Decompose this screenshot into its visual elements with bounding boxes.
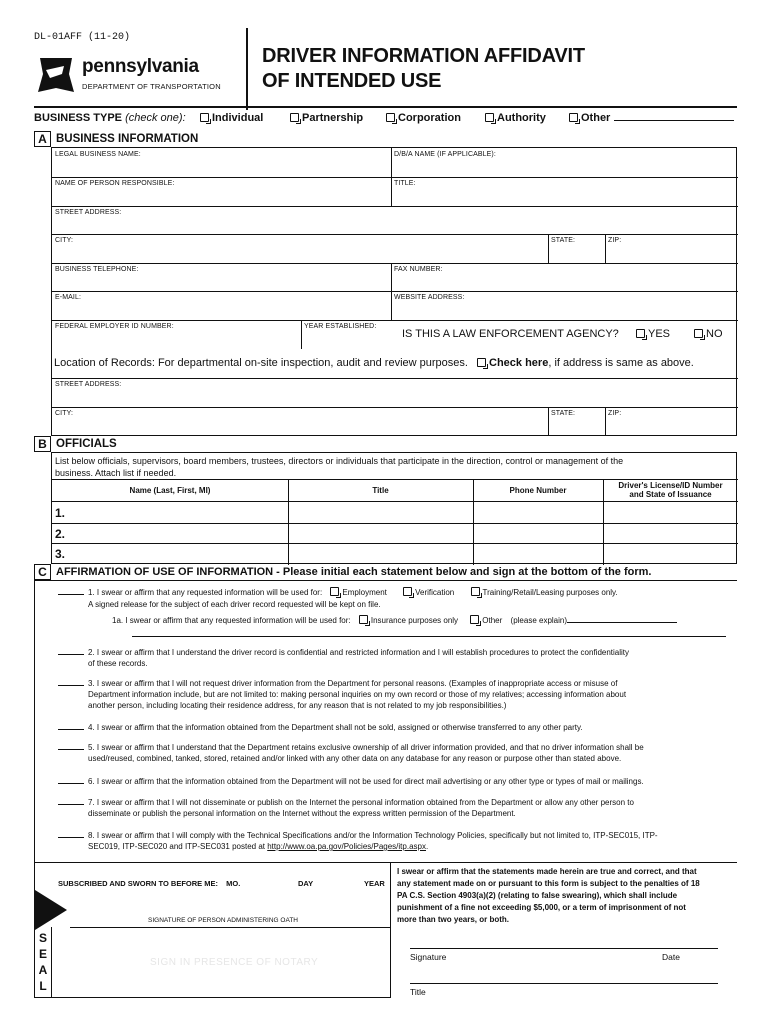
- statement-3-b: Department information include, but are not limited to: making personal inquiries on my own record or those of my relatives; accessing information about: [88, 690, 627, 699]
- form-title: [262, 44, 585, 94]
- initial-2-field[interactable]: [58, 654, 84, 655]
- statement-6: 6. I swear or affirm that the information obtained from the Department will not be used for direct mail advertising or any other type or types of mail or mailings.: [58, 776, 644, 788]
- keystone-logo-icon: [36, 54, 76, 94]
- officials-description: List below officials, supervisors, board members, trustees, directors or individuals that participate in the direction, control or management of the business. Attach list if needed.: [55, 456, 624, 478]
- notary-arrow-icon: [35, 890, 67, 930]
- ein-field[interactable]: FEDERAL EMPLOYER ID NUMBER:: [55, 323, 174, 330]
- statement-1: 1. I swear or affirm that any requested information will be used for: Employment Verification Training/Retail/Leasing purposes only.: [58, 587, 618, 599]
- checkbox-icon: [470, 615, 479, 624]
- legal-business-name-field[interactable]: LEGAL BUSINESS NAME:: [55, 151, 141, 158]
- official-row-3[interactable]: 3.: [55, 547, 66, 561]
- use-verification[interactable]: Verification: [403, 588, 454, 597]
- business-type-partnership[interactable]: Partnership: [290, 112, 363, 124]
- header-rule: [34, 106, 737, 108]
- pennsylvania-logo: [36, 52, 236, 98]
- col-name-header: Name (Last, First, MI): [129, 486, 211, 495]
- dba-name-field[interactable]: D/B/A NAME (IF APPLICABLE):: [394, 151, 496, 158]
- statement-3-c: another person, including locating their residence address, for any reason that is not related to my job responsibilities.): [88, 701, 507, 710]
- section-a-letter: A: [34, 131, 51, 147]
- use-other[interactable]: Other: [470, 616, 502, 625]
- records-zip-field[interactable]: ZIP:: [608, 410, 622, 417]
- checkbox-icon: [636, 329, 645, 338]
- statement-8: 8. I swear or affirm that I will comply with the Technical Specifications and/or the Information Technology Policies, specifically but not limited to, ITP-SEC015, ITP-: [58, 830, 658, 842]
- title-field[interactable]: TITLE:: [394, 180, 416, 187]
- zip-field[interactable]: ZIP:: [608, 237, 622, 244]
- fax-number-field[interactable]: FAX NUMBER:: [394, 266, 443, 273]
- initial-1-field[interactable]: [58, 594, 84, 595]
- statement-2: 2. I swear or affirm that I understand the driver record is confidential and restricted information and I will establish procedures to protect the confidentiality: [58, 647, 629, 659]
- seal-label: S E A L: [38, 931, 48, 993]
- person-responsible-field[interactable]: NAME OF PERSON RESPONSIBLE:: [55, 180, 175, 187]
- title-line-2: OF INTENDED USE: [262, 70, 442, 92]
- section-a-title: BUSINESS INFORMATION: [56, 133, 199, 145]
- statement-4: 4. I swear or affirm that the information obtained from the Department shall not be sold, assigned or otherwise transferred to any other party.: [58, 722, 583, 734]
- initial-8-field[interactable]: [58, 837, 84, 838]
- date-label: Date: [662, 952, 680, 962]
- section-b-title: OFFICIALS: [56, 438, 117, 450]
- title-line-1: DRIVER INFORMATION AFFIDAVIT: [262, 45, 585, 67]
- statement-3: 3. I swear or affirm that I will not request driver information from the Department for personal reasons. (Examples of inappropriate access or misuse of: [58, 678, 617, 690]
- initial-4-field[interactable]: [58, 729, 84, 730]
- checkbox-icon: [471, 587, 480, 596]
- logo-subtitle: DEPARTMENT OF TRANSPORTATION: [82, 82, 221, 91]
- use-employment[interactable]: Employment: [330, 588, 386, 597]
- location-of-records: Location of Records: For departmental on-site inspection, audit and review purposes. Check here, if address is same as above.: [54, 357, 694, 369]
- business-telephone-field[interactable]: BUSINESS TELEPHONE:: [55, 266, 139, 273]
- checkbox-icon: [694, 329, 703, 338]
- records-city-field[interactable]: CITY:: [55, 410, 74, 417]
- col-license-header: Driver's License/ID Number and State of Issuance: [618, 481, 723, 499]
- initial-3-field[interactable]: [58, 685, 84, 686]
- checkbox-icon: [477, 358, 486, 367]
- logo-name: pennsylvania: [82, 56, 199, 77]
- business-type-other[interactable]: Other: [569, 112, 734, 124]
- penalty-statement: I swear or affirm that the statements made herein are true and correct, and that any statement made on or pursuant to this form is subject to the penalties of 18 PA C.S. Section 4903(a)(2) (relating to false swearing), which shall include punishment of a fine not exceeding $5,000, or a term of imprisonment of not more than two years, or both.: [397, 867, 700, 924]
- statement-7: 7. I swear or affirm that I will not disseminate or publish on the Internet the personal information obtained from the Department or allow any other person to: [58, 797, 634, 809]
- street-address-field[interactable]: STREET ADDRESS:: [55, 209, 122, 216]
- col-title-header: Title: [372, 486, 389, 495]
- checkbox-icon: [330, 587, 339, 596]
- records-street-field[interactable]: STREET ADDRESS:: [55, 381, 122, 388]
- section-a-box: [51, 147, 737, 436]
- itp-policy-link[interactable]: http://www.oa.pa.gov/Policies/Pages/itp.aspx: [267, 842, 426, 851]
- form-code: DL-01AFF (11-20): [34, 32, 131, 43]
- signature-line[interactable]: [410, 948, 718, 949]
- section-c-title: AFFIRMATION OF USE OF INFORMATION - Please initial each statement below and sign at the bottom of the form.: [56, 566, 652, 578]
- city-field[interactable]: CITY:: [55, 237, 74, 244]
- section-b-letter: B: [34, 436, 51, 452]
- checkbox-icon: [200, 113, 209, 122]
- notary-day-label: DAY: [298, 879, 314, 888]
- explain-line[interactable]: [132, 636, 726, 637]
- law-enforcement-yes[interactable]: YES: [636, 328, 670, 340]
- checkbox-icon: [485, 113, 494, 122]
- official-row-1[interactable]: 1.: [55, 506, 66, 520]
- col-phone-header: Phone Number: [509, 486, 567, 495]
- notary-year-label: YEAR: [364, 879, 385, 888]
- email-field[interactable]: E-MAIL:: [55, 294, 81, 301]
- statement-2-b: of these records.: [88, 659, 148, 668]
- statement-1a: 1a. I swear or affirm that any requested information will be used for: Insurance purposes only Other (please explain): [112, 615, 677, 627]
- year-established-field[interactable]: YEAR ESTABLISHED:: [304, 323, 377, 330]
- checkbox-icon: [386, 113, 395, 122]
- section-c-letter: C: [34, 564, 51, 580]
- statement-8-b: SEC019, ITP-SEC020 and ITP-SEC031 posted at http://www.oa.pa.gov/Policies/Pages/itp.aspx.: [88, 842, 429, 851]
- statement-5: 5. I swear or affirm that I understand that the Department retains exclusive ownership of all driver information provided, and that no driver information shall be: [58, 742, 644, 754]
- checkbox-icon: [359, 615, 368, 624]
- law-enforcement-question: IS THIS A LAW ENFORCEMENT AGENCY?: [402, 328, 619, 340]
- business-type-individual[interactable]: Individual: [200, 112, 263, 124]
- records-state-field[interactable]: STATE:: [551, 410, 576, 417]
- state-field[interactable]: STATE:: [551, 237, 576, 244]
- use-insurance[interactable]: Insurance purposes only: [359, 616, 458, 625]
- statement-5-b: used/reused, combined, tanked, stored, retained and/or linked with any other data on any database for any reason or purpose other than stated above.: [88, 754, 622, 763]
- header-divider: [246, 28, 248, 110]
- business-type-label: BUSINESS TYPE (check one):: [34, 112, 186, 124]
- checkbox-icon: [290, 113, 299, 122]
- statement-1-b: A signed release for the subject of each driver record requested will be kept on file.: [88, 600, 381, 609]
- statement-7-b: disseminate or publish the personal information on the Internet without the express written permission of the Department.: [88, 809, 516, 818]
- title-line[interactable]: [410, 983, 718, 984]
- notary-watermark: SIGN IN PRESENCE OF NOTARY: [150, 957, 319, 968]
- signature-label: Signature: [410, 952, 447, 962]
- business-type-authority[interactable]: Authority: [485, 112, 546, 124]
- initial-6-field[interactable]: [58, 783, 84, 784]
- law-enforcement-no[interactable]: NO: [694, 328, 723, 340]
- checkbox-icon: [403, 587, 412, 596]
- initial-7-field[interactable]: [58, 804, 84, 805]
- same-address-checkbox[interactable]: Check here: [477, 357, 548, 369]
- initial-5-field[interactable]: [58, 749, 84, 750]
- business-type-corporation[interactable]: Corporation: [386, 112, 461, 124]
- signature-administering-label: SIGNATURE OF PERSON ADMINISTERING OATH: [148, 917, 298, 924]
- checkbox-icon: [569, 113, 578, 122]
- use-training[interactable]: Training/Retail/Leasing purposes only.: [471, 588, 618, 597]
- official-row-2[interactable]: 2.: [55, 527, 66, 541]
- section-b-box: [51, 452, 737, 564]
- title-label: Title: [410, 987, 426, 997]
- subscribed-sworn-label: SUBSCRIBED AND SWORN TO BEFORE ME: MO.: [58, 879, 241, 888]
- website-field[interactable]: WEBSITE ADDRESS:: [394, 294, 465, 301]
